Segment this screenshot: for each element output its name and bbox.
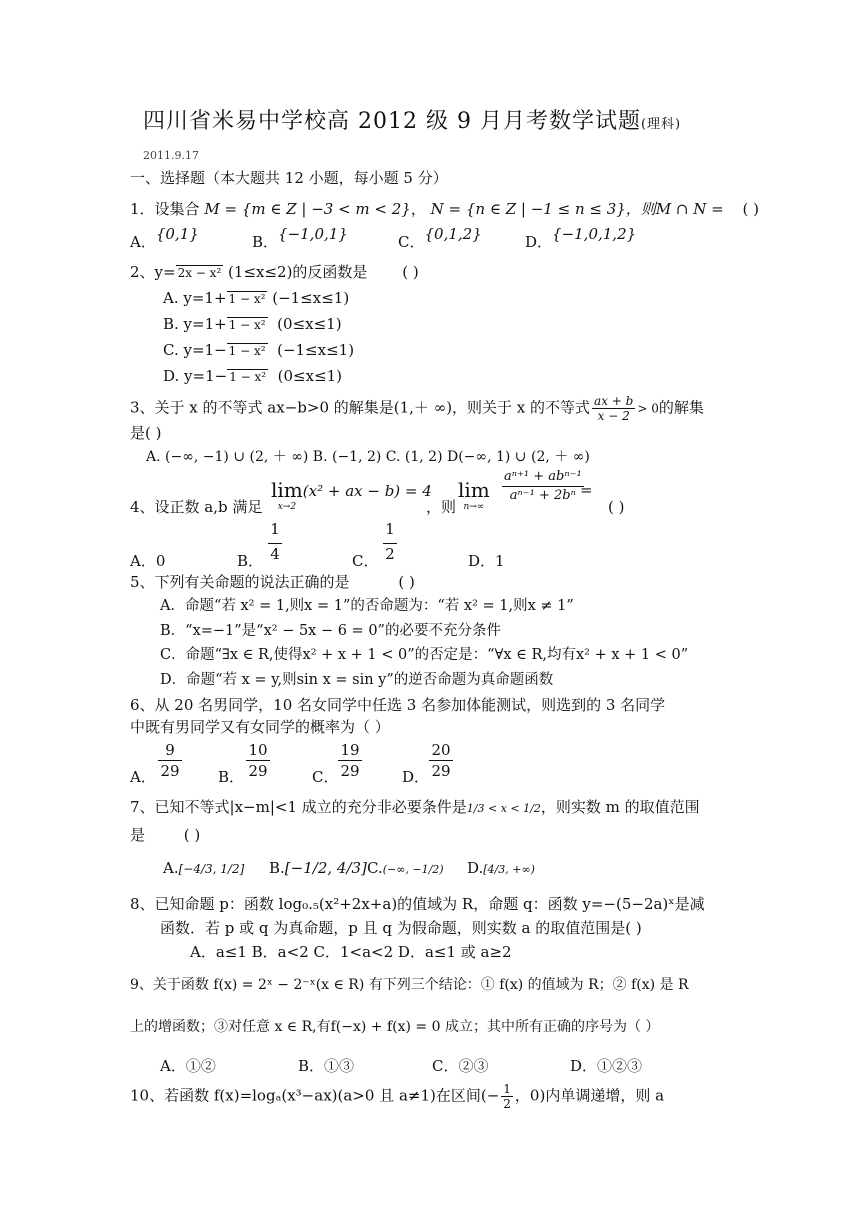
- q10-stem-b: ，0)内单调递增，则 a: [514, 1086, 665, 1105]
- question-3: [130, 394, 704, 423]
- q7-option-d: D.[4/3, +∞): [467, 859, 535, 877]
- q2-option-a: A. y=1+ 1 − x² (−1≤x≤1): [163, 289, 350, 307]
- q5-option-b: B．“x=−1”是“x² − 5x − 6 = 0”的必要不充分条件: [160, 623, 501, 639]
- q2-stem: 2、y=: [130, 263, 176, 281]
- page-title: [143, 109, 682, 135]
- question-10: [130, 1082, 664, 1111]
- question-1: [130, 199, 759, 219]
- q1-ask: ，则M ∩ N =: [625, 200, 724, 218]
- q1-option-b: B．{−1,0,1}: [252, 225, 348, 251]
- q1-option-c: C．{0,1,2}: [398, 225, 482, 251]
- q3-gt: > 0: [637, 401, 659, 416]
- q4-equals: =: [580, 481, 593, 499]
- q6-option-a-fraction: 9 29: [158, 740, 182, 781]
- question-8-line-2: 函数．若 p 或 q 为真命题，p 且 q 为假命题，则实数 a 的取值范围是( ): [160, 919, 642, 937]
- q4-fraction: $\frac{\text{aⁿ⁺¹ + abⁿ⁻¹}}{\text{aⁿ⁻¹ + 2bⁿ}}$: [504, 469, 582, 503]
- q3-stem-c: 是( ): [130, 424, 162, 442]
- q3-fraction: $\frac{ax + b}{x - 2}$: [594, 394, 634, 423]
- question-9-line-2: 上的增函数；③对任意 x ∈ R,有f(−x) + f(x) = 0 成立；其中所有正确的序号为（ ）: [130, 1019, 660, 1035]
- question-2: [130, 262, 419, 283]
- title-suffix: (理科): [640, 117, 682, 132]
- q4-option-b-fraction: 1 4: [268, 519, 282, 564]
- q6-option-a-label: A．: [130, 768, 156, 786]
- q4-option-c-fraction: 1 2: [383, 519, 397, 564]
- section-heading: 一、选择题（本大题共 12 小题，每小题 5 分）: [130, 169, 448, 187]
- question-4-stem: 4、设正数 a,b 满足: [130, 498, 263, 516]
- q5-blank: ( ): [398, 573, 415, 591]
- exam-date: 2011.9.17: [143, 149, 199, 162]
- q7-condition: 1/3 < x < 1/2: [466, 802, 541, 815]
- q6-option-b-fraction: 10 29: [246, 740, 270, 781]
- q5-stem: 5、下列有关命题的说法正确的是: [130, 573, 350, 591]
- q1-option-d: D．{−1,0,1,2}: [525, 225, 637, 251]
- q10-stem: 10、若函数 f(x)=logₐ(x³−ax)(a>0 且 a≠1)在区间(−: [130, 1086, 500, 1105]
- q6-option-c-label: C．: [312, 768, 339, 786]
- q5-option-c: C．命题“∃x ∈ R,使得x² + x + 1 < 0”的否定是：“∀x ∈ R,均有x² + x + 1 < 0”: [160, 647, 689, 663]
- q4-option-a: A．0: [130, 552, 166, 570]
- q4-option-b: B．: [237, 552, 264, 570]
- q1-stem: 1．设集合: [130, 200, 200, 218]
- q2-radical: 2x − x²: [177, 266, 222, 280]
- q4-comma: ，则: [426, 498, 457, 516]
- question-8-line-1: 8、已知命题 p：函数 log₀.₅(x²+2x+a)的值域为 R，命题 q：函数 y=−(5−2a)ˣ是减: [130, 895, 705, 913]
- q4-option-c: C．: [352, 552, 379, 570]
- q4-limit-2: lim n→∞: [458, 478, 490, 512]
- q8-options: A．a≤1 B．a<2 C．1<a<2 D．a≤1 或 a≥2: [190, 943, 512, 961]
- title-main: 四川省米易中学校高 2012 级 9 月月考数学试题: [143, 109, 641, 134]
- q4-option-d: D．1: [468, 552, 505, 570]
- q7-stem: 7、已知不等式|x−m|<1 成立的充分非必要条件是: [130, 798, 467, 816]
- q1-set-n: N = {n ∈ Z | −1 ≤ n ≤ 3}: [430, 200, 626, 218]
- q3-stem-b: 的解集: [658, 398, 704, 417]
- q5-option-a: A．命题“若 x² = 1,则x = 1”的否命题为：“若 x² = 1,则x ≠ 1”: [160, 598, 574, 614]
- q2-blank: ( ): [402, 263, 419, 281]
- q4-blank: ( ): [608, 498, 625, 516]
- question-7-line-2: [130, 825, 200, 845]
- q9-option-b: B．①③: [298, 1057, 355, 1075]
- question-5: [130, 572, 415, 592]
- q3-stem: 3、关于 x 的不等式 ax−b>0 的解集是(1,＋ ∞)，则关于 x 的不等式: [130, 398, 591, 417]
- q2-option-d: D. y=1− 1 − x² (0≤x≤1): [163, 367, 343, 385]
- q9-option-d: D．①②③: [570, 1057, 643, 1075]
- q6-option-c-fraction: 19 29: [338, 740, 362, 781]
- q5-option-d: D．命题“若 x = y,则sin x = sin y”的逆否命题为真命题函数: [160, 672, 554, 688]
- q4-limit-1: lim x→2 (x² + ax − b) = 4: [271, 478, 432, 512]
- question-6-line-2: 中既有男同学又有女同学的概率为（ ）: [130, 718, 390, 736]
- q3-options: A. (−∞, −1) ∪ (2, ＋ ∞) B. (−1, 2) C. (1, 2) D(−∞, 1) ∪ (2, ＋ ∞): [146, 449, 590, 465]
- question-9-line-1: 9、关于函数 f(x) = 2ˣ − 2⁻ˣ(x ∈ R) 有下列三个结论：① f(x) 的值域为 R；② f(x) 是 R: [130, 977, 689, 993]
- q9-option-c: C．②③: [432, 1057, 489, 1075]
- q1-blank: ( ): [742, 200, 759, 218]
- q9-option-a: A．①②: [160, 1057, 216, 1075]
- q2-option-c: C. y=1− 1 − x² (−1≤x≤1): [163, 341, 355, 359]
- q2-option-b: B. y=1+ 1 − x² (0≤x≤1): [163, 315, 342, 333]
- q1-set-m: M = {m ∈ Z | −3 < m < 2}: [204, 200, 411, 218]
- q7-blank: ( ): [183, 826, 201, 844]
- q6-option-d-fraction: 20 29: [429, 740, 453, 781]
- q6-option-b-label: B．: [218, 768, 245, 786]
- q7-option-c: C.(−∞, −1/2): [367, 859, 444, 877]
- q10-fraction: $\frac{1}{2}$: [503, 1082, 511, 1111]
- q7-option-b: B.[−1/2, 4/3]: [269, 859, 367, 877]
- q2-stem-b: (1≤x≤2)的反函数是: [228, 263, 368, 281]
- q6-option-d-label: D．: [402, 768, 430, 786]
- q1-comma: ，: [410, 200, 426, 218]
- question-6-line-1: 6、从 20 名男同学，10 名女同学中任选 3 名参加体能测试，则选到的 3 名同学: [130, 696, 666, 714]
- q7-option-a: A.[−4/3, 1/2]: [163, 859, 245, 877]
- q7-stem-c: 是: [130, 826, 146, 844]
- q1-option-a: A．{0,1}: [130, 225, 199, 251]
- q7-stem-b: ，则实数 m 的取值范围: [540, 798, 700, 816]
- question-7: [130, 797, 700, 819]
